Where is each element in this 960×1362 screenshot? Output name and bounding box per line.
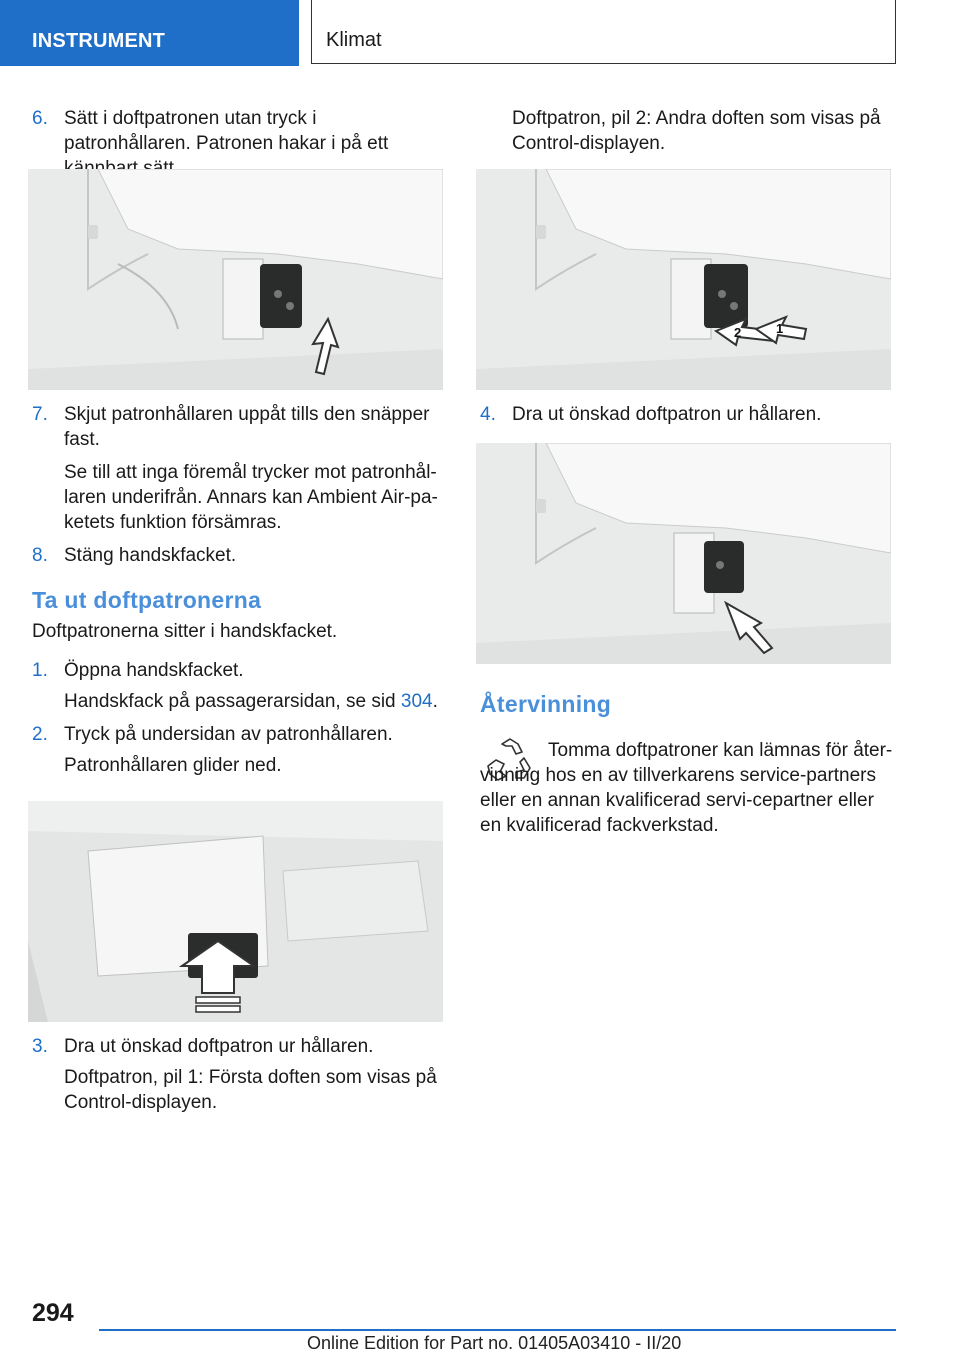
reference-text: Handskfack på passagerarsidan, se sid: [64, 691, 401, 712]
step-number: 8.: [32, 545, 48, 566]
chapter-tab: [311, 0, 896, 64]
step-note: [64, 689, 447, 714]
section-heading: Ta ut doftpatronerna: [32, 587, 262, 613]
arrow-label-2: 2: [734, 325, 742, 340]
step-note: Se till att inga föremål trycker mot patronhål-laren underifrån. Annars kan Ambient Air-pa-ketets funktion försämras.: [64, 462, 438, 533]
step-number: 7.: [32, 404, 48, 425]
step-note: Patronhållaren glider ned.: [64, 755, 282, 776]
step-text: Stäng handskfacket.: [64, 545, 237, 566]
step-3-continued: [480, 106, 895, 156]
step-number: 2.: [32, 724, 48, 745]
step-text: Tryck på undersidan av patronhållaren.: [64, 724, 393, 745]
page-reference-link[interactable]: 304: [400, 691, 433, 712]
step-7: [32, 402, 447, 535]
figure-cartridge-arrows: [476, 169, 891, 390]
right-column-bottom: [480, 692, 895, 717]
step-text: Dra ut önskad doftpatron ur hållaren.: [512, 404, 822, 425]
right-column-top: [480, 106, 895, 156]
left-column-bottom: [32, 1034, 447, 1115]
chapter-title: Klimat: [326, 29, 382, 51]
step-8: [32, 543, 447, 568]
step-1: [32, 658, 447, 714]
step-2: [32, 722, 447, 778]
figure-remove-cartridge: [476, 443, 891, 664]
section-intro: Doftpatronerna sitter i handskfacket.: [32, 621, 338, 642]
figure-insert-cartridge: [28, 169, 443, 390]
recycling-heading: Återvinning: [480, 691, 612, 717]
step-text: Dra ut önskad doftpatron ur hållaren.: [64, 1036, 374, 1057]
step-number: 6.: [32, 108, 48, 129]
step-note: Doftpatron, pil 1: Första doften som visas på Control-displayen.: [64, 1067, 437, 1113]
step-number: 3.: [32, 1036, 48, 1057]
recycling-text-block: [480, 738, 898, 838]
figure-press-holder: [28, 801, 443, 1022]
edition-text: Online Edition for Part no. 01405A03410 - II/20: [307, 1333, 682, 1353]
step-number: 4.: [480, 404, 496, 425]
page-number: 294: [32, 1299, 74, 1327]
left-column-middle: [32, 402, 447, 778]
step-text: Skjut patronhållaren uppåt tills den snäpper fast.: [64, 404, 430, 450]
reference-period: .: [432, 691, 438, 712]
recycling-text: Tomma doftpatroner kan lämnas för åter-vinning hos en av tillverkarens service-partners eller en annan kvalificerad servi-cepartner eller en kvalificerad fackverkstad.: [480, 740, 893, 836]
step-text: Sätt i doftpatronen utan tryck i patronhållaren. Patronen hakar i på ett: [64, 108, 389, 154]
step-3: [32, 1034, 447, 1115]
step-note: Doftpatron, pil 2: Andra doften som visas på Control-displayen.: [512, 108, 881, 154]
right-column-middle: [480, 402, 895, 427]
step-4: [480, 402, 895, 427]
footer-rule: [99, 1329, 896, 1331]
step-text: Öppna handskfacket.: [64, 660, 244, 681]
step-number: 1.: [32, 660, 48, 681]
section-title: INSTRUMENT: [32, 30, 166, 52]
arrow-label-1: 1: [776, 321, 784, 336]
section-tab: [0, 0, 299, 66]
